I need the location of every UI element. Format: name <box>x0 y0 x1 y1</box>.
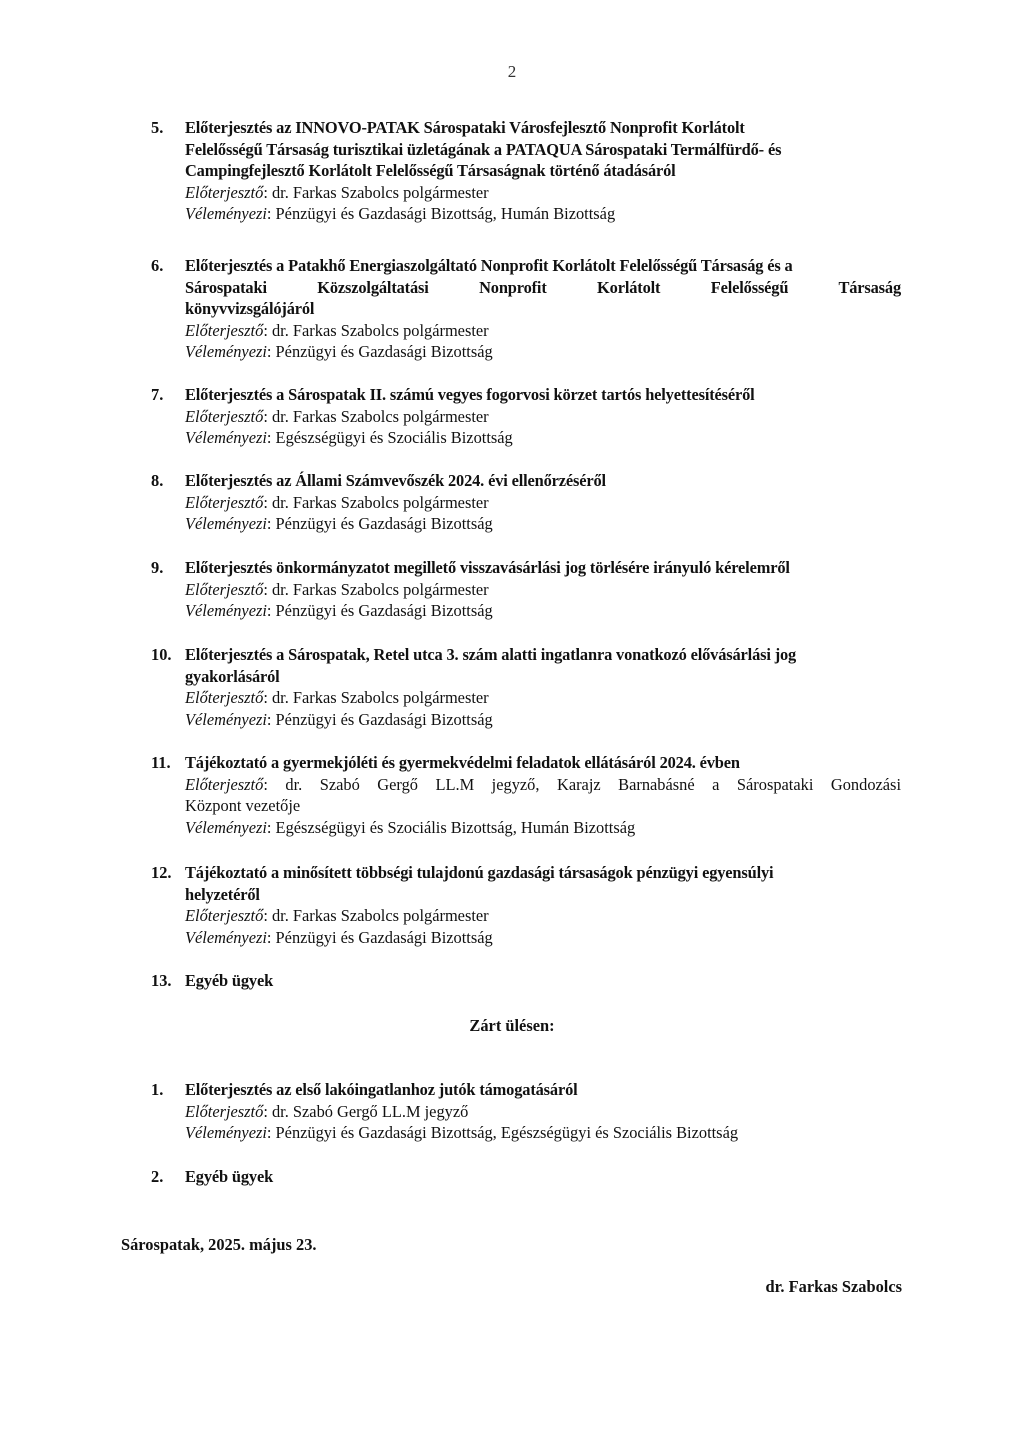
item-title-line: Tájékoztató a gyermekjóléti és gyermekvédelmi feladatok ellátásáról 2024. évben <box>185 753 740 772</box>
reviewer-label: Véleményezi <box>185 204 267 224</box>
item-number: 13. <box>151 971 172 990</box>
item-presenter <box>185 182 901 204</box>
reviewer-value: : Egészségügyi és Szociális Bizottság <box>266 428 513 448</box>
item-presenter-continued: Központ vezetője <box>185 796 301 816</box>
reviewer-label: Véleményezi <box>185 1123 267 1143</box>
item-reviewer <box>185 341 901 363</box>
agenda-item <box>151 117 901 225</box>
item-title-line: Felelősségű Társaság turisztikai üzletágának a PATAQUA Sárospataki Termálfürdő- és <box>185 139 782 159</box>
reviewer-value: : Egészségügyi és Szociális Bizottság, Humán Bizottság <box>266 817 636 837</box>
reviewer-value: : Pénzügyi és Gazdasági Bizottság, Humán Bizottság <box>266 204 616 224</box>
closed-agenda-item <box>151 1079 901 1144</box>
presenter-value: : dr. Szabó Gergő LL.M jegyző, Karajz Barnabásné a Sárospataki Gondozási <box>263 774 901 794</box>
item-reviewer <box>185 817 901 839</box>
item-reviewer <box>185 927 901 949</box>
presenter-label: Előterjesztő <box>185 688 264 708</box>
reviewer-label: Véleményezi <box>185 709 267 729</box>
item-title-line: Előterjesztés a Patakhő Energiaszolgáltató Nonprofit Korlátolt Felelősségű Társaság és a <box>185 256 793 275</box>
item-presenter <box>185 492 901 514</box>
reviewer-label: Véleményezi <box>185 601 267 621</box>
presenter-label: Előterjesztő <box>185 406 264 426</box>
reviewer-label: Véleményezi <box>185 927 267 947</box>
item-number: 12. <box>151 863 172 882</box>
item-number: 6. <box>151 256 164 275</box>
presenter-value: : dr. Farkas Szabolcs polgármester <box>263 579 489 599</box>
presenter-value: : dr. Farkas Szabolcs polgármester <box>263 320 489 340</box>
closed-session-heading: Zárt ülésen: <box>469 1016 555 1035</box>
presenter-label: Előterjesztő <box>185 492 264 512</box>
presenter-value: : dr. Farkas Szabolcs polgármester <box>263 182 489 202</box>
item-reviewer <box>185 203 901 225</box>
reviewer-value: : Pénzügyi és Gazdasági Bizottság <box>266 601 493 621</box>
item-number: 8. <box>151 471 164 490</box>
item-title-line: Előterjesztés az Állami Számvevőszék 2024. évi ellenőrzéséről <box>185 471 606 490</box>
presenter-value: : dr. Farkas Szabolcs polgármester <box>263 492 489 512</box>
agenda-item <box>151 470 901 535</box>
item-reviewer <box>185 513 901 535</box>
item-title-line: Campingfejlesztő Korlátolt Felelősségű Társaságnak történő átadásáról <box>185 161 676 181</box>
agenda-item <box>151 752 901 838</box>
presenter-value: : dr. Farkas Szabolcs polgármester <box>263 406 489 426</box>
reviewer-label: Véleményezi <box>185 428 267 448</box>
agenda-item <box>151 557 901 622</box>
reviewer-label: Véleményezi <box>185 817 267 837</box>
page-number: 2 <box>507 62 517 81</box>
item-number: 7. <box>151 385 164 404</box>
reviewer-value: : Pénzügyi és Gazdasági Bizottság <box>266 709 493 729</box>
item-number: 5. <box>151 118 164 137</box>
item-presenter <box>185 406 901 428</box>
item-presenter <box>185 1101 901 1123</box>
presenter-label: Előterjesztő <box>185 320 264 340</box>
reviewer-value: : Pénzügyi és Gazdasági Bizottság <box>266 514 493 534</box>
item-presenter <box>185 579 901 601</box>
item-title-line: Előterjesztés a Sárospatak, Retel utca 3. szám alatti ingatlanra vonatkozó elővásárlási jog <box>185 645 797 664</box>
presenter-label: Előterjesztő <box>185 182 264 202</box>
item-presenter <box>185 905 901 927</box>
item-title-line: Előterjesztés a Sárospatak II. számú vegyes fogorvosi körzet tartós helyettesítéséről <box>185 385 755 404</box>
reviewer-label: Véleményezi <box>185 514 267 534</box>
item-number: 2. <box>151 1167 164 1186</box>
reviewer-value: : Pénzügyi és Gazdasági Bizottság, Egészségügyi és Szociális Bizottság <box>266 1123 739 1143</box>
item-reviewer <box>185 709 901 731</box>
reviewer-label: Véleményezi <box>185 342 267 362</box>
item-reviewer <box>185 600 901 622</box>
item-title-line: Előterjesztés önkormányzatot megillető visszavásárlási jog törlésére irányuló kérelemről <box>185 558 790 577</box>
agenda-item <box>151 970 901 992</box>
presenter-value: : dr. Farkas Szabolcs polgármester <box>263 906 489 926</box>
item-title-line: Előterjesztés az első lakóingatlanhoz jutók támogatásáról <box>185 1080 578 1099</box>
item-title-line: helyzetéről <box>185 884 260 904</box>
item-number: 1. <box>151 1080 164 1099</box>
agenda-item <box>151 384 901 449</box>
item-title-line: Egyéb ügyek <box>185 1167 274 1186</box>
presenter-value: : dr. Szabó Gergő LL.M jegyző <box>263 1101 469 1121</box>
item-number: 10. <box>151 645 172 664</box>
agenda-item <box>151 255 901 363</box>
place-and-date: Sárospatak, 2025. május 23. <box>121 1235 317 1254</box>
reviewer-value: : Pénzügyi és Gazdasági Bizottság <box>266 927 493 947</box>
closed-agenda-item <box>151 1166 901 1188</box>
item-title-line: Egyéb ügyek <box>185 971 274 990</box>
agenda-item <box>151 862 901 948</box>
item-presenter <box>185 687 901 709</box>
item-title-line: Tájékoztató a minősített többségi tulajdonú gazdasági társaságok pénzügyi egyensúlyi <box>185 863 774 882</box>
presenter-label: Előterjesztő <box>185 1101 264 1121</box>
item-presenter <box>185 320 901 342</box>
item-title-line: könyvvizsgálójáról <box>185 299 315 319</box>
presenter-label: Előterjesztő <box>185 906 264 926</box>
signatory-name: dr. Farkas Szabolcs <box>765 1277 902 1296</box>
item-reviewer <box>185 1122 901 1144</box>
item-title-line: Sárospataki Közszolgáltatási Nonprofit Korlátolt Felelősségű Társaság <box>185 277 901 297</box>
reviewer-value: : Pénzügyi és Gazdasági Bizottság <box>266 342 493 362</box>
item-number: 9. <box>151 558 164 577</box>
item-title-line: gyakorlásáról <box>185 666 280 686</box>
item-number: 11. <box>151 753 171 772</box>
presenter-label: Előterjesztő <box>185 579 264 599</box>
presenter-value: : dr. Farkas Szabolcs polgármester <box>263 688 489 708</box>
item-reviewer <box>185 427 901 449</box>
item-presenter <box>185 774 901 796</box>
agenda-item <box>151 644 901 730</box>
item-title-line: Előterjesztés az INNOVO-PATAK Sárospataki Városfejlesztő Nonprofit Korlátolt <box>185 118 745 137</box>
presenter-label: Előterjesztő <box>185 774 264 794</box>
